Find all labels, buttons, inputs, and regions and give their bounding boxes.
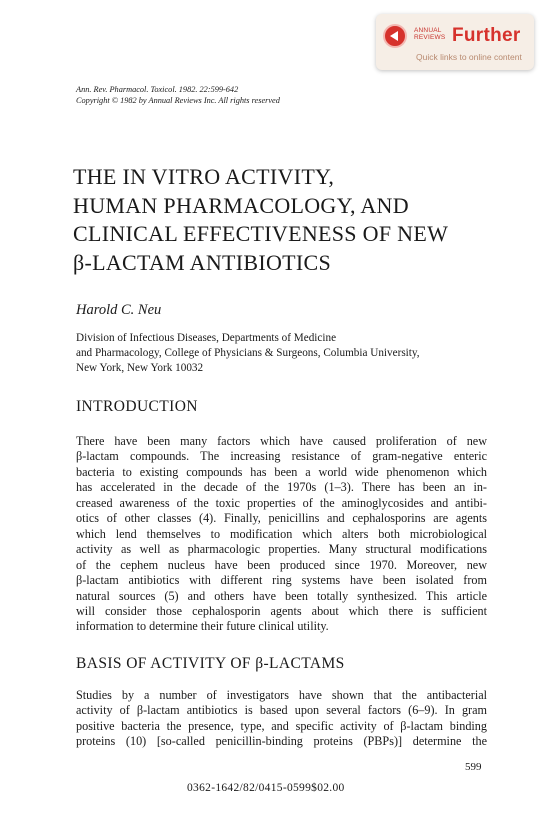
basis-line: Studies by a number of investigators have shown that the antibacterial: [76, 688, 487, 702]
basis-of-activity-heading: BASIS OF ACTIVITY OF β-LACTAMS: [76, 655, 345, 672]
affiliation-line-1: Division of Infectious Diseases, Departments of Medicine: [76, 332, 337, 344]
intro-line: of the cephem nucleus have been produced since 1970. Moreover, new: [76, 557, 487, 572]
badge-annual-text: ANNUAL: [414, 27, 442, 34]
affiliation-line-3: New York, New York 10032: [76, 362, 204, 374]
intro-line: β-lactam compounds. The increasing resistance of gram-negative enteric: [76, 449, 487, 464]
author-name: Harold C. Neu: [76, 302, 162, 318]
basis-line: proteins (10) [so-called penicillin-binding proteins (PBPs)] determine the: [76, 734, 487, 749]
title-line-3: CLINICAL EFFECTIVENESS OF NEW: [73, 221, 449, 246]
affiliation-line-2: and Pharmacology, College of Physicians & Surgeons, Columbia University,: [76, 347, 420, 359]
citation-line-2: Copyright © 1982 by Annual Reviews Inc. All rights reserved: [76, 96, 280, 105]
intro-line: which lend themselves to modification which alters both microbiological: [76, 526, 487, 541]
intro-line: There have been many factors which have caused proliferation of new: [76, 434, 487, 448]
intro-line: bacteria to existing compounds has been a world wide phenomenon which: [76, 464, 487, 479]
introduction-paragraph: [76, 434, 487, 635]
title-line-4: β-LACTAM ANTIBIOTICS: [73, 249, 332, 275]
title-line-2: HUMAN PHARMACOLOGY, AND: [73, 192, 409, 218]
article-title: [73, 163, 513, 277]
intro-line: activity as well as pharmacologic properties. Many structural modifications: [76, 542, 487, 557]
annual-reviews-wordmark: [414, 27, 445, 41]
footer-price-code: 0362-1642/82/0415-0599$02.00: [187, 782, 345, 794]
intro-line: β-lactam antibiotics with different ring systems have been isolated from: [76, 573, 487, 588]
citation-line-1: Ann. Rev. Pharmacol. Toxicol. 1982. 22:599-642: [76, 85, 239, 94]
citation-header: [76, 84, 280, 106]
title-line-1: THE IN VITRO ACTIVITY,: [73, 164, 335, 189]
further-logo-icon: [383, 24, 407, 48]
basis-line: positive bacteria the presence, type, and specific activity of β-lactam binding: [76, 718, 487, 733]
basis-paragraph: [76, 688, 487, 750]
intro-line: otics of other classes (4). Finally, penicillins and cephalosporins are agents: [76, 511, 487, 526]
intro-line: natural sources (5) and others have been totally synthesized. This article: [76, 588, 487, 603]
badge-subtitle: Quick links to online content: [416, 52, 522, 62]
author-affiliation: [76, 331, 420, 376]
badge-further-text: Further: [452, 25, 521, 46]
basis-line: activity of β-lactam antibiotics is based upon several factors (6–9). In gram: [76, 703, 487, 718]
annual-reviews-further-badge[interactable]: [376, 14, 534, 70]
introduction-heading: INTRODUCTION: [76, 398, 198, 415]
intro-line: has accelerated in the decade of the 1970s (1–3). There has been an in-: [76, 480, 487, 495]
intro-line: information to determine their future clinical utility.: [76, 619, 329, 634]
page-number: 599: [465, 761, 482, 773]
intro-line: creased awareness of the toxic properties of the aminoglycosides and antibi-: [76, 495, 487, 510]
badge-reviews-text: REVIEWS: [414, 34, 446, 41]
intro-line: will consider those cephalosporin agents about which there is sufficient: [76, 603, 487, 618]
